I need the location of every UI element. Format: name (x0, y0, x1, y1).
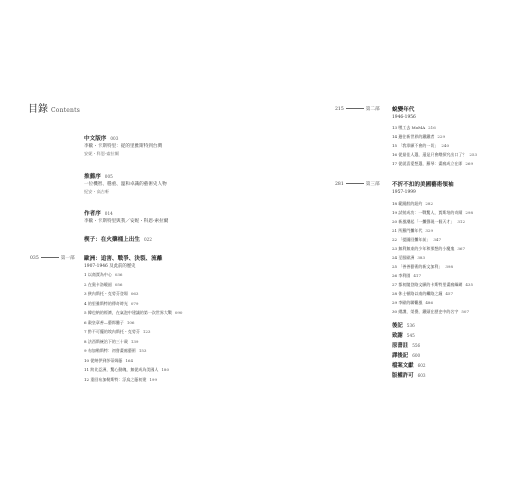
back-matter-entry[interactable]: 原書註 556 (392, 343, 421, 349)
front-entry-title[interactable]: 楔子：在火藥桶上出生 022 (84, 237, 152, 243)
part-page: 215 (335, 107, 344, 112)
front-entry-author: 紀安・高古軒 (84, 189, 110, 194)
front-entry-title[interactable]: 中文版序 003 (84, 136, 119, 142)
chapter-entry[interactable]: 17 從就喜愛想選，羅琴：畫廊成立在即 269 (392, 161, 474, 166)
page-number: 003 (110, 136, 119, 141)
chapter-entry[interactable]: 27 都初隨登路文願的卡斯特里畫廊緬網 435 (392, 282, 474, 287)
back-matter-entry[interactable]: 版權許可 603 (392, 373, 426, 379)
chapter-entry[interactable]: 18 範蹺般的紐約 282 (392, 201, 434, 206)
chapter-entry[interactable]: 7 黔不可擺的埃內斯托・克勞芬 123 (84, 329, 151, 334)
back-matter-entry[interactable]: 後記 536 (392, 323, 415, 329)
part-title[interactable]: 不折不扣的美國藝術領袖 (392, 182, 454, 188)
part-number: 第三部 (365, 182, 380, 187)
back-matter-entry[interactable]: 譯後記 600 (392, 353, 421, 359)
chapter-entry[interactable]: 14 遞往新世界的鐵鐵者 229 (392, 134, 446, 139)
divider (346, 108, 364, 109)
part-page: 035 (30, 256, 39, 261)
part-label (335, 181, 380, 187)
chapter-entry[interactable]: 24 至服歐洲 383 (392, 255, 426, 260)
page-number: 005 (104, 174, 113, 179)
chapter-entry[interactable]: 12 重回布加勒斯特：浮鳥之藤初建 199 (84, 376, 158, 382)
chapter-entry[interactable]: 1 以商賈為中心 036 (84, 272, 123, 277)
front-entry-title[interactable]: 推薦序 005 (84, 174, 113, 180)
divider (346, 183, 364, 184)
chapter-entry[interactable]: 26 李利園 417 (392, 273, 422, 278)
chapter-entry[interactable]: 20 新風潮起「一攤聲現一個天才」 312 (392, 219, 466, 224)
part-years: 1946-1956 (392, 115, 416, 120)
chapter-entry[interactable]: 3 狹內斯托・克勞芬登場 063 (84, 291, 139, 296)
part-label (335, 106, 380, 112)
part-page: 281 (335, 182, 344, 187)
chapter-entry[interactable]: 9 布加勒斯特：初嘗畫廊藝術 153 (84, 348, 147, 353)
chapter-entry[interactable]: 15 「我寧願不會的一切」 240 (392, 143, 450, 148)
back-matter-entry[interactable]: 檔案文獻 602 (392, 363, 426, 369)
chapter-entry[interactable]: 11 跨比亞洲，驚心動魄，無從成為美國人 180 (84, 367, 170, 372)
chapter-entry[interactable]: 23 無利無束的少年和那想的小魔鬼 367 (392, 246, 466, 251)
chapter-entry[interactable]: 6 穀皇章善—藝郎騰子 106 (84, 319, 135, 325)
chapter-entry[interactable]: 8 法西斯統治下的三十歲 139 (84, 338, 139, 344)
chapter-entry[interactable]: 10 從納伊到莎蒂姆藤 164 (84, 357, 134, 363)
toc-heading (28, 100, 80, 115)
page-number: 014 (104, 211, 113, 216)
divider (41, 257, 59, 258)
chapter-entry[interactable]: 2 在奧卡洛曉韶 056 (84, 281, 123, 287)
chapter-entry[interactable]: 19 試射成功：一戰驚人，賈斯培的奇蹟 298 (392, 210, 474, 215)
chapter-entry[interactable]: 28 休士頓路以南的繼路之鐘 457 (392, 291, 454, 296)
chapter-entry[interactable]: 13 嘿工去 MoMA 216 (392, 125, 436, 130)
chapter-entry[interactable]: 21 所羅門攤年代 329 (392, 228, 434, 233)
chapter-entry[interactable]: 16 從最佳人選，還是只會餓探究出口了？ 253 (392, 152, 478, 157)
part-number: 第一部 (60, 256, 75, 261)
page-number: 022 (143, 237, 152, 242)
front-entry-title[interactable]: 作者序 014 (84, 211, 113, 217)
back-matter-entry[interactable]: 致謝 545 (392, 333, 415, 339)
chapter-entry[interactable]: 22 「提圖回攤年前」 347 (392, 237, 442, 242)
toc-title: 目錄 (28, 104, 48, 115)
part-title[interactable]: 歐洲：追害、戰爭、決裂、流離 (84, 256, 163, 262)
front-entry-subtitle: 李歐・卡斯特里與我／安妮・科恩-索拉爾 (84, 219, 169, 224)
chapter-entry[interactable]: 4 的里雅斯特的傳奇時光 079 (84, 300, 139, 306)
part-years: 1907-1946 及此前的歷史 (84, 264, 136, 269)
front-entry-subtitle: 李歐・卡斯特里：從的里雅斯特到台灣 (84, 144, 163, 149)
part-title[interactable]: 蛻變年代 (392, 107, 415, 113)
part-years: 1957-1999 (392, 190, 416, 195)
chapter-entry[interactable]: 29 李歐的聯繫風 486 (392, 300, 434, 305)
chapter-entry[interactable]: 30 總讚，榮譽，鐵頭在歷史中的名字 507 (392, 309, 470, 314)
part-label (30, 255, 75, 261)
front-entry-author: 安妮・科恩-索拉爾 (84, 151, 119, 156)
chapter-entry[interactable]: 25 「善善藝術的新文加利」 398 (392, 264, 454, 269)
chapter-entry[interactable]: 5 韓也納的經濟，在氣泡中建議的第一次世界大戰 090 (84, 310, 183, 315)
part-number: 第二部 (365, 107, 380, 112)
front-entry-subtitle: 一位機智、穩重、溫和卓識的藝術史人物 (84, 182, 167, 187)
toc-title-en: Contents (51, 107, 80, 114)
